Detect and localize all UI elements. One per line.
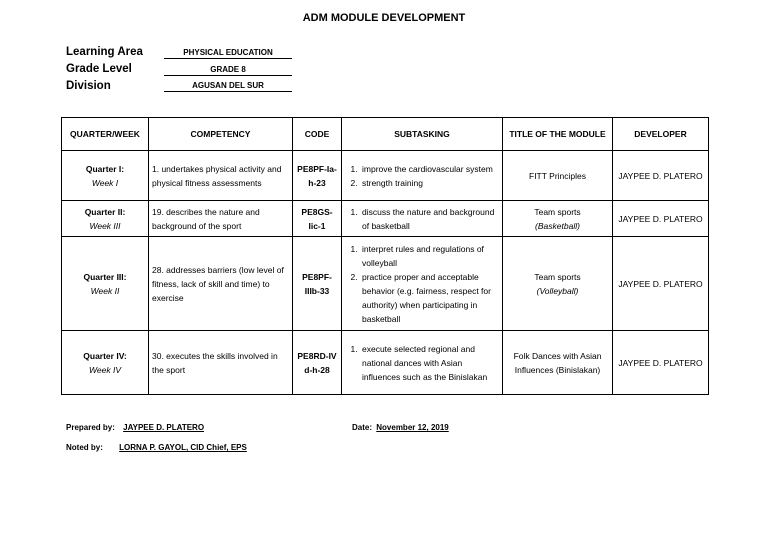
code-cell: PE8PF-IIIb-33 [293, 237, 342, 331]
module-title: Team sports [534, 206, 581, 217]
subtask-list [345, 162, 499, 190]
table-row [62, 201, 709, 237]
code-cell: PE8RD-IV d-h-28 [293, 331, 342, 395]
quarter-name: Quarter II: [84, 206, 126, 217]
module-title-cell [503, 237, 613, 331]
prepared-by-value: JAYPEE D. PLATERO [123, 423, 205, 432]
module-table [61, 117, 709, 395]
learning-area-value: PHYSICAL EDUCATION [164, 47, 292, 59]
header-module-title: TITLE OF THE MODULE [503, 118, 613, 151]
competency-cell: 28. addresses barriers (low level of fitness, lack of skill and time) to exercise [149, 237, 293, 331]
quarter-name: Quarter III: [83, 271, 127, 282]
subtask-list [345, 242, 499, 326]
competency-cell: 30. executes the skills involved in the sport [149, 331, 293, 395]
quarter-week: Week IV [89, 364, 121, 375]
competency-cell: 1. undertakes physical activity and physical fitness assessments [149, 151, 293, 201]
module-title: FITT Principles [529, 170, 586, 181]
date-value: November 12, 2019 [376, 423, 449, 432]
table-row [62, 331, 709, 395]
subtasking-cell [342, 237, 503, 331]
quarter-cell [62, 237, 149, 331]
quarter-week: Week III [89, 220, 121, 231]
noted-by-label: Noted by: [66, 443, 103, 452]
date [352, 423, 449, 432]
subtask-item: 2. strength training [360, 176, 499, 190]
developer-cell: JAYPEE D. PLATERO [613, 201, 709, 237]
header-developer: DEVELOPER [613, 118, 709, 151]
subtask-item: 1. interpret rules and regulations of volleyball [360, 242, 499, 270]
module-title-cell [503, 151, 613, 201]
table-row [62, 151, 709, 201]
quarter-week: Week II [90, 285, 120, 296]
subtask-item: 2. practice proper and acceptable behavior (e.g. fairness, respect for authority) when participating in basketball [360, 270, 499, 326]
module-title-cell [503, 201, 613, 237]
noted-by [66, 443, 247, 452]
quarter-name: Quarter IV: [83, 350, 127, 361]
quarter-name: Quarter I: [85, 163, 125, 174]
subtask-list [345, 205, 499, 233]
subtask-item: 1. discuss the nature and background of basketball [360, 205, 499, 233]
prepared-by [66, 423, 204, 432]
division-value: AGUSAN DEL SUR [164, 80, 292, 92]
prepared-by-label: Prepared by: [66, 423, 115, 432]
date-label: Date: [352, 423, 373, 432]
quarter-week: Week I [91, 177, 119, 188]
module-title: Team sports [534, 271, 581, 282]
module-subtitle: (Basketball) [535, 220, 580, 231]
code-cell: PE8GS-Iic-1 [293, 201, 342, 237]
subtasking-cell [342, 331, 503, 395]
module-title-cell [503, 331, 613, 395]
header-quarter-week: QUARTER/WEEK [62, 118, 149, 151]
quarter-cell [62, 331, 149, 395]
grade-level-value: GRADE 8 [164, 64, 292, 76]
header-competency: COMPETENCY [149, 118, 293, 151]
grade-level-label: Grade Level [66, 63, 132, 75]
header-code: CODE [293, 118, 342, 151]
table-header-row [62, 118, 709, 151]
learning-area-label: Learning Area [66, 46, 143, 58]
competency-cell: 19. describes the nature and background of the sport [149, 201, 293, 237]
subtask-list [345, 342, 499, 384]
developer-cell: JAYPEE D. PLATERO [613, 237, 709, 331]
table-row [62, 237, 709, 331]
header-subtasking: SUBTASKING [342, 118, 503, 151]
developer-cell: JAYPEE D. PLATERO [613, 331, 709, 395]
subtasking-cell [342, 151, 503, 201]
module-title: Folk Dances with Asian Influences (Binislakan) [513, 350, 602, 375]
subtask-item: 1. execute selected regional and national dances with Asian influences such as the Binislakan [360, 342, 499, 384]
quarter-cell [62, 201, 149, 237]
subtask-item: 1. improve the cardiovascular system [360, 162, 499, 176]
noted-by-value: LORNA P. GAYOL, CID Chief, EPS [119, 443, 247, 452]
document-title: ADM MODULE DEVELOPMENT [302, 12, 466, 24]
developer-cell: JAYPEE D. PLATERO [613, 151, 709, 201]
code-cell: PE8PF-Ia-h-23 [293, 151, 342, 201]
subtasking-cell [342, 201, 503, 237]
module-subtitle: (Volleyball) [536, 285, 579, 296]
division-label: Division [66, 80, 111, 92]
quarter-cell [62, 151, 149, 201]
